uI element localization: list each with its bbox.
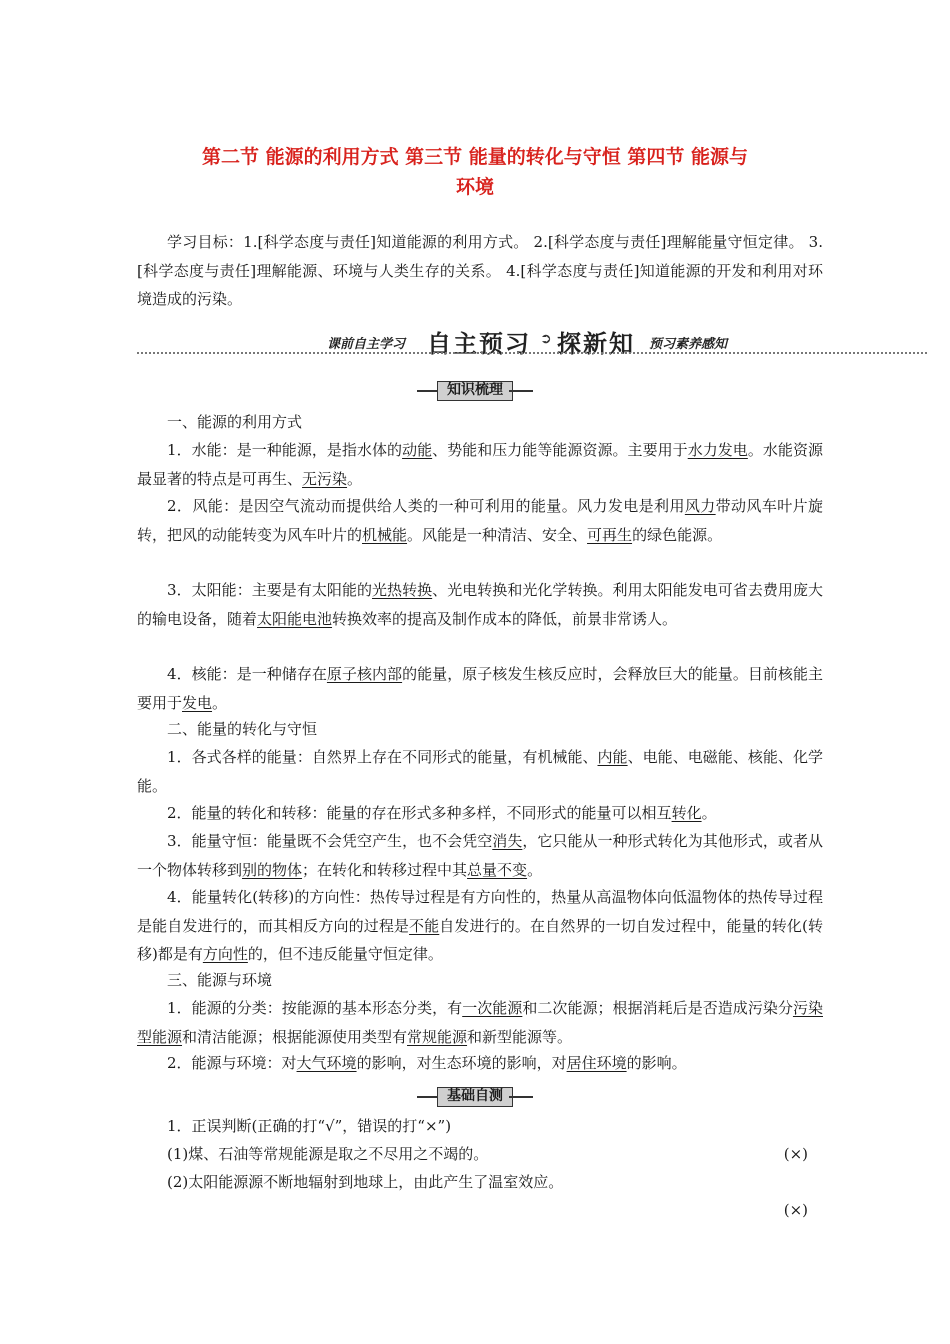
question-1-item-1: (1)煤、石油等常规能源是取之不尽用之不竭的。 (×) xyxy=(137,1140,823,1169)
section-1-heading: 一、能源的利用方式 xyxy=(167,413,303,431)
title-line-1: 第二节 能源的利用方式 第三节 能量的转化与守恒 第四节 能源与 xyxy=(201,146,749,168)
paragraph-energy-forms: 1．各式各样的能量：自然界上存在不同形式的能量，有机械能、内能、电能、电磁能、核能、化学能。 xyxy=(137,748,823,795)
paragraph-water: 1．水能：是一种能源，是指水体的动能、势能和压力能等能源资源。主要用于水力发电。水能资源最显著的特点是可再生、无污染。 xyxy=(137,441,823,488)
answer-mark: (×) xyxy=(783,1201,808,1219)
arrow-icon: ➲ xyxy=(540,331,552,347)
section-2-heading: 二、能量的转化与守恒 xyxy=(167,720,318,738)
badge-knowledge: 知识梳理 xyxy=(417,379,533,401)
section-3-heading: 三、能源与环境 xyxy=(167,971,273,989)
title-line-2: 环境 xyxy=(455,176,494,198)
paragraph-direction: 4．能量转化(转移)的方向性：热传导过程是有方向性的，热量从高温物体向低温物体的热传导过程是能自发进行的，而其相反方向的过程是不能自发进行的。在自然界的一切自发过程中，能量的转化(转移)都是有方向性的，但不违反能量守恒定律。 xyxy=(137,888,823,963)
question-1-item-2: (2)太阳能源源不断地辐射到地球上，由此产生了温室效应。 xyxy=(167,1173,564,1191)
section-banner xyxy=(137,326,927,356)
learning-goals: 学习目标：1.[科学态度与责任]知道能源的利用方式。 2.[科学态度与责任]理解能量守恒定律。 3.[科学态度与责任]理解能源、环境与人类生存的关系。 4.[科学态度与责任]知道能源的开发和利用对环境造成的污染。 xyxy=(137,233,823,308)
banner-left-text: 课前自主学习 xyxy=(327,337,406,352)
page-title xyxy=(0,142,950,202)
badge-self-test: 基础自测 xyxy=(417,1085,533,1107)
paragraph-nuclear: 4．核能：是一种储存在原子核内部的能量，原子核发生核反应时，会释放巨大的能量。目前核能主要用于发电。 xyxy=(137,665,823,712)
paragraph-classification: 1．能源的分类：按能源的基本形态分类，有一次能源和二次能源；根据消耗后是否造成污染分污染型能源和清洁能源；根据能源使用类型有常规能源和新型能源等。 xyxy=(137,999,823,1046)
banner-center-text: 自主预习 xyxy=(427,330,531,358)
question-1: 1．正误判断(正确的打“√”，错误的打“×”) xyxy=(167,1117,452,1135)
paragraph-conservation: 3．能量守恒：能量既不会凭空产生，也不会凭空消失，它只能从一种形式转化为其他形式，或者从一个物体转移到别的物体；在转化和转移过程中其总量不变。 xyxy=(137,832,823,879)
banner-right-text: 预习素养感知 xyxy=(649,337,728,352)
banner-center-text-2: 探新知 xyxy=(557,330,635,358)
paragraph-energy-transfer: 2．能量的转化和转移：能量的存在形式多种多样，不同形式的能量可以相互转化。 xyxy=(167,804,717,822)
paragraph-environment: 2．能源与环境：对大气环境的影响，对生态环境的影响，对居住环境的影响。 xyxy=(167,1054,687,1072)
answer-mark: (×) xyxy=(783,1145,808,1163)
paragraph-wind: 2．风能：是因空气流动而提供给人类的一种可利用的能量。风力发电是利用风力带动风车叶片旋转，把风的动能转变为风车叶片的机械能。风能是一种清洁、安全、可再生的绿色能源。 xyxy=(137,497,823,544)
paragraph-solar: 3．太阳能：主要是有太阳能的光热转换、光电转换和光化学转换。利用太阳能发电可省去费用庞大的输电设备，随着太阳能电池转换效率的提高及制作成本的降低，前景非常诱人。 xyxy=(137,581,823,628)
banner-divider xyxy=(137,352,927,354)
